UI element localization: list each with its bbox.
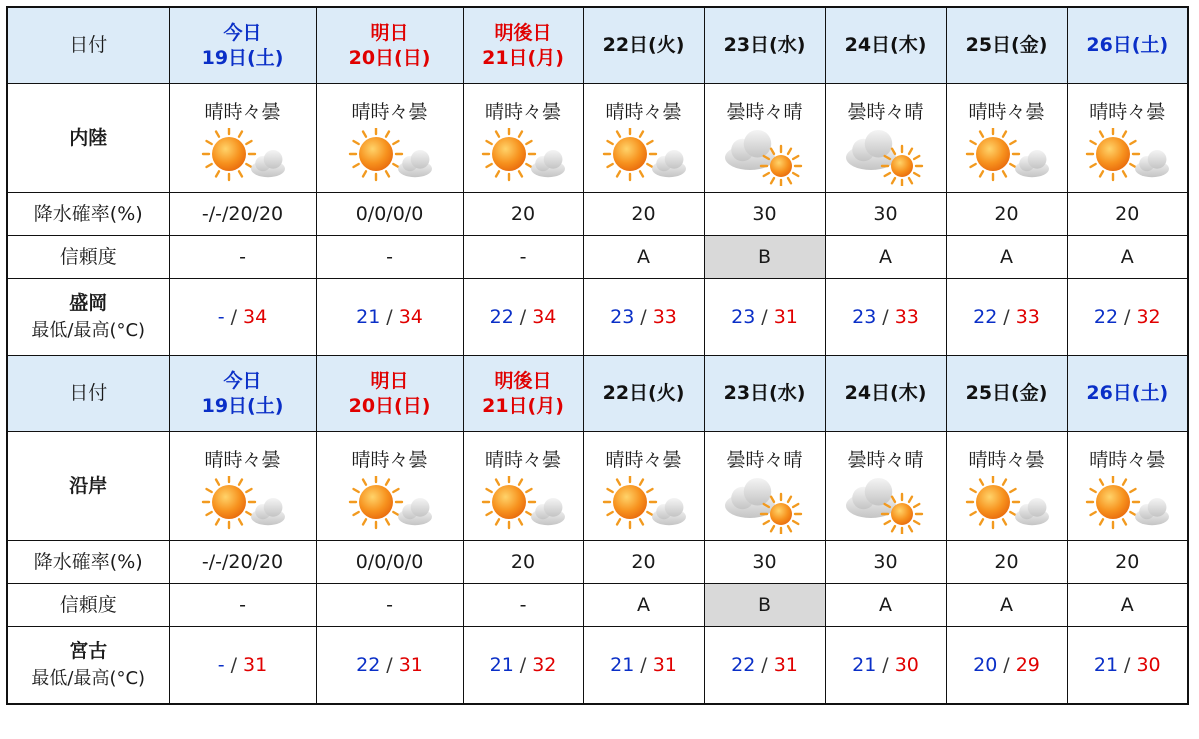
temperature-cell — [825, 279, 946, 356]
date-label: 24日(木) — [844, 34, 927, 57]
date-label: 19日(土) — [201, 394, 284, 417]
weather-text: 晴時々曇 — [605, 100, 682, 123]
temperature-cell — [1067, 627, 1188, 705]
weather-cell — [946, 84, 1067, 193]
weather-cell — [704, 432, 825, 541]
date-header-row — [7, 356, 1188, 432]
date-label: 23日(水) — [723, 382, 806, 405]
date-label: 21日(月) — [482, 394, 564, 417]
date-label: 20日(日) — [348, 394, 431, 417]
temperature-cell — [583, 279, 704, 356]
date-header-cell — [1067, 356, 1188, 432]
date-label: 21日(月) — [482, 46, 564, 69]
temperature-unit-label: 最低/最高(°C) — [31, 319, 146, 341]
weather-text: 晴時々曇 — [351, 100, 428, 123]
temperature-cell — [169, 627, 316, 705]
min-temp: 22 — [1093, 305, 1119, 328]
temp-separator: / — [386, 305, 393, 328]
weather-row — [7, 84, 1188, 193]
temperature-cell — [316, 627, 463, 705]
weather-cell — [463, 432, 583, 541]
temperature-cell — [463, 279, 583, 356]
reliability-value: - — [463, 584, 583, 627]
cloudy-sunny-icon — [705, 128, 825, 186]
city-name: 盛岡 — [69, 292, 108, 315]
max-temp: 31 — [243, 653, 268, 676]
region-name: 内陸 — [7, 84, 169, 193]
min-temp: 21 — [356, 305, 381, 328]
temperature-cell — [169, 279, 316, 356]
date-label: 24日(木) — [844, 382, 927, 405]
temperature-cell — [316, 279, 463, 356]
temp-separator: / — [761, 653, 768, 676]
relative-day-label: 明日 — [370, 21, 409, 44]
reliability-value: A — [583, 236, 704, 279]
reliability-row — [7, 584, 1188, 627]
weather-text: 晴時々曇 — [968, 448, 1045, 471]
temperature-cell — [825, 627, 946, 705]
precipitation-label: 降水確率(%) — [7, 541, 169, 584]
date-header-cell — [825, 356, 946, 432]
sunny-cloudy-icon — [317, 476, 463, 534]
min-temp: 21 — [489, 653, 514, 676]
temp-separator: / — [882, 305, 889, 328]
date-label: 23日(水) — [723, 34, 806, 57]
temp-separator: / — [882, 653, 889, 676]
weather-cell — [169, 432, 316, 541]
max-temp: 29 — [1015, 653, 1040, 676]
weather-text: 曇時々晴 — [847, 448, 924, 471]
precipitation-row — [7, 193, 1188, 236]
date-header-cell — [583, 7, 704, 84]
min-temp: - — [217, 305, 225, 328]
reliability-value: A — [1067, 584, 1188, 627]
date-header-cell — [316, 7, 463, 84]
precipitation-value: 20 — [1067, 193, 1188, 236]
date-header-cell — [463, 356, 583, 432]
weather-text: 晴時々曇 — [1089, 100, 1166, 123]
temperature-cell — [1067, 279, 1188, 356]
weather-cell — [825, 432, 946, 541]
date-header-cell — [946, 7, 1067, 84]
temperature-cell — [704, 627, 825, 705]
weather-text: 晴時々曇 — [204, 448, 281, 471]
date-label: 26日(土) — [1086, 382, 1169, 405]
date-header-cell — [704, 356, 825, 432]
temperature-cell — [704, 279, 825, 356]
precipitation-value: 0/0/0/0 — [316, 193, 463, 236]
date-label: 22日(火) — [602, 382, 685, 405]
date-label: 日付 — [7, 356, 169, 432]
reliability-row — [7, 236, 1188, 279]
temperature-unit-label: 最低/最高(°C) — [31, 667, 146, 689]
date-label: 19日(土) — [201, 46, 284, 69]
temperature-row — [7, 627, 1188, 705]
weather-cell — [316, 432, 463, 541]
weather-text: 曇時々晴 — [726, 100, 803, 123]
date-label: 25日(金) — [965, 382, 1048, 405]
date-header-cell — [316, 356, 463, 432]
temp-separator: / — [1003, 305, 1010, 328]
date-label: 20日(日) — [348, 46, 431, 69]
relative-day-label: 今日 — [223, 21, 262, 44]
weather-cell — [583, 432, 704, 541]
min-temp: 23 — [852, 305, 877, 328]
precipitation-value: 20 — [946, 541, 1067, 584]
precipitation-value: 20 — [1067, 541, 1188, 584]
max-temp: 31 — [398, 653, 423, 676]
date-header-cell — [946, 356, 1067, 432]
date-label: 26日(土) — [1086, 34, 1169, 57]
weather-cell — [1067, 84, 1188, 193]
reliability-value: A — [825, 584, 946, 627]
temp-separator: / — [1124, 653, 1131, 676]
reliability-value: B — [704, 236, 825, 279]
weekly-forecast-table — [6, 6, 1189, 705]
reliability-value: - — [316, 236, 463, 279]
weather-text: 晴時々曇 — [351, 448, 428, 471]
precipitation-value: 20 — [583, 541, 704, 584]
weather-text: 晴時々曇 — [968, 100, 1045, 123]
weather-text: 晴時々曇 — [605, 448, 682, 471]
weather-cell — [1067, 432, 1188, 541]
max-temp: 31 — [773, 305, 798, 328]
max-temp: 33 — [1015, 305, 1040, 328]
forecast-container — [6, 6, 1189, 705]
max-temp: 32 — [1136, 305, 1161, 328]
temperature-cell — [463, 627, 583, 705]
sunny-cloudy-icon — [317, 128, 463, 186]
reliability-value: - — [169, 236, 316, 279]
precipitation-value: 30 — [825, 541, 946, 584]
precipitation-value: 20 — [463, 541, 583, 584]
temp-separator: / — [640, 653, 647, 676]
precipitation-value: 0/0/0/0 — [316, 541, 463, 584]
temperature-cell — [946, 627, 1067, 705]
date-header-cell — [169, 7, 316, 84]
weather-cell — [704, 84, 825, 193]
sunny-cloudy-icon — [584, 476, 704, 534]
weather-text: 晴時々曇 — [204, 100, 281, 123]
precipitation-value: 20 — [946, 193, 1067, 236]
precipitation-value: 30 — [704, 541, 825, 584]
cloudy-sunny-icon — [826, 128, 946, 186]
date-header-cell — [704, 7, 825, 84]
reliability-value: A — [946, 236, 1067, 279]
max-temp: 31 — [773, 653, 798, 676]
reliability-value: A — [825, 236, 946, 279]
weather-cell — [463, 84, 583, 193]
precipitation-row — [7, 541, 1188, 584]
weather-text: 曇時々晴 — [847, 100, 924, 123]
weather-text: 曇時々晴 — [726, 448, 803, 471]
cloudy-sunny-icon — [705, 476, 825, 534]
date-header-cell — [169, 356, 316, 432]
temp-separator: / — [1124, 305, 1131, 328]
date-label: 22日(火) — [602, 34, 685, 57]
relative-day-label: 明後日 — [494, 369, 552, 392]
precipitation-value: 20 — [583, 193, 704, 236]
temp-separator: / — [761, 305, 768, 328]
weather-text: 晴時々曇 — [484, 448, 561, 471]
reliability-value: - — [316, 584, 463, 627]
relative-day-label: 明日 — [370, 369, 409, 392]
max-temp: 30 — [1136, 653, 1161, 676]
max-temp: 34 — [532, 305, 557, 328]
max-temp: 34 — [398, 305, 423, 328]
temperature-cell — [583, 627, 704, 705]
weather-text: 晴時々曇 — [1089, 448, 1166, 471]
date-label: 25日(金) — [965, 34, 1048, 57]
sunny-cloudy-icon — [1068, 476, 1188, 534]
reliability-label: 信頼度 — [7, 584, 169, 627]
date-header-cell — [463, 7, 583, 84]
max-temp: 34 — [243, 305, 268, 328]
sunny-cloudy-icon — [170, 128, 316, 186]
reliability-value: - — [169, 584, 316, 627]
weather-cell — [169, 84, 316, 193]
min-temp: 21 — [1093, 653, 1119, 676]
date-header-cell — [1067, 7, 1188, 84]
temp-separator: / — [1003, 653, 1010, 676]
temperature-label — [7, 279, 169, 356]
max-temp: 30 — [894, 653, 919, 676]
temp-separator: / — [640, 305, 647, 328]
precipitation-label: 降水確率(%) — [7, 193, 169, 236]
weather-row — [7, 432, 1188, 541]
temperature-label — [7, 627, 169, 705]
sunny-cloudy-icon — [464, 476, 583, 534]
min-temp: 23 — [610, 305, 635, 328]
temp-separator: / — [519, 653, 527, 676]
max-temp: 33 — [652, 305, 677, 328]
date-header-row — [7, 7, 1188, 84]
reliability-label: 信頼度 — [7, 236, 169, 279]
precipitation-value: 20 — [463, 193, 583, 236]
max-temp: 32 — [532, 653, 557, 676]
sunny-cloudy-icon — [1068, 128, 1188, 186]
max-temp: 31 — [652, 653, 677, 676]
min-temp: 22 — [489, 305, 514, 328]
min-temp: 20 — [973, 653, 998, 676]
reliability-value: - — [463, 236, 583, 279]
precipitation-value: -/-/20/20 — [169, 541, 316, 584]
reliability-value: A — [583, 584, 704, 627]
min-temp: 22 — [731, 653, 756, 676]
sunny-cloudy-icon — [947, 476, 1067, 534]
precipitation-value: -/-/20/20 — [169, 193, 316, 236]
temp-separator: / — [519, 305, 527, 328]
temperature-row — [7, 279, 1188, 356]
date-header-cell — [825, 7, 946, 84]
precipitation-value: 30 — [704, 193, 825, 236]
date-label: 日付 — [7, 7, 169, 84]
max-temp: 33 — [894, 305, 919, 328]
sunny-cloudy-icon — [170, 476, 316, 534]
min-temp: - — [217, 653, 225, 676]
precipitation-value: 30 — [825, 193, 946, 236]
min-temp: 23 — [731, 305, 756, 328]
relative-day-label: 明後日 — [494, 21, 552, 44]
sunny-cloudy-icon — [947, 128, 1067, 186]
sunny-cloudy-icon — [584, 128, 704, 186]
min-temp: 22 — [356, 653, 381, 676]
min-temp: 22 — [973, 305, 998, 328]
region-name: 沿岸 — [7, 432, 169, 541]
weather-cell — [825, 84, 946, 193]
temp-separator: / — [230, 653, 238, 676]
weather-cell — [316, 84, 463, 193]
cloudy-sunny-icon — [826, 476, 946, 534]
reliability-value: B — [704, 584, 825, 627]
date-header-cell — [583, 356, 704, 432]
min-temp: 21 — [610, 653, 635, 676]
temperature-cell — [946, 279, 1067, 356]
relative-day-label: 今日 — [223, 369, 262, 392]
weather-cell — [946, 432, 1067, 541]
temp-separator: / — [230, 305, 238, 328]
weather-cell — [583, 84, 704, 193]
weather-text: 晴時々曇 — [484, 100, 561, 123]
sunny-cloudy-icon — [464, 128, 583, 186]
reliability-value: A — [946, 584, 1067, 627]
temp-separator: / — [386, 653, 393, 676]
reliability-value: A — [1067, 236, 1188, 279]
city-name: 宮古 — [69, 640, 108, 663]
min-temp: 21 — [852, 653, 877, 676]
